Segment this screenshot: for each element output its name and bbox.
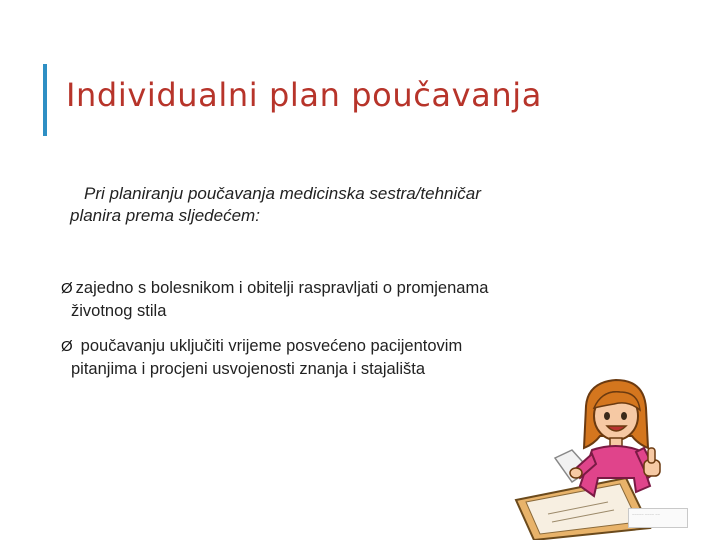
arrow-bullet-icon: Ø [61, 280, 73, 297]
bullet-item-1 [61, 277, 621, 322]
slide-title: Individualni plan poučavanja [66, 76, 542, 114]
intro-text [70, 183, 630, 227]
watermark-stamp: ~~~~~ ~~~~ ~~ [628, 508, 688, 528]
bullet-1-line-1: zajedno s bolesnikom i obitelji raspravljati o promjenama [75, 279, 489, 297]
title-accent-bar [43, 64, 47, 136]
bullet-1-line-2: životnog stila [71, 302, 167, 320]
bullet-2-line-2: pitanjima i procjeni usvojenosti znanja i stajališta [71, 360, 426, 378]
arrow-bullet-icon: Ø [61, 338, 73, 355]
bullet-item-2 [61, 335, 621, 380]
intro-line-2: planira prema sljedećem: [70, 206, 260, 225]
intro-line-1: Pri planiranju poučavanja medicinska sestra/tehničar [84, 184, 481, 203]
bullet-2-line-1: poučavanju uključiti vrijeme posvećeno pacijentovim [80, 337, 463, 355]
